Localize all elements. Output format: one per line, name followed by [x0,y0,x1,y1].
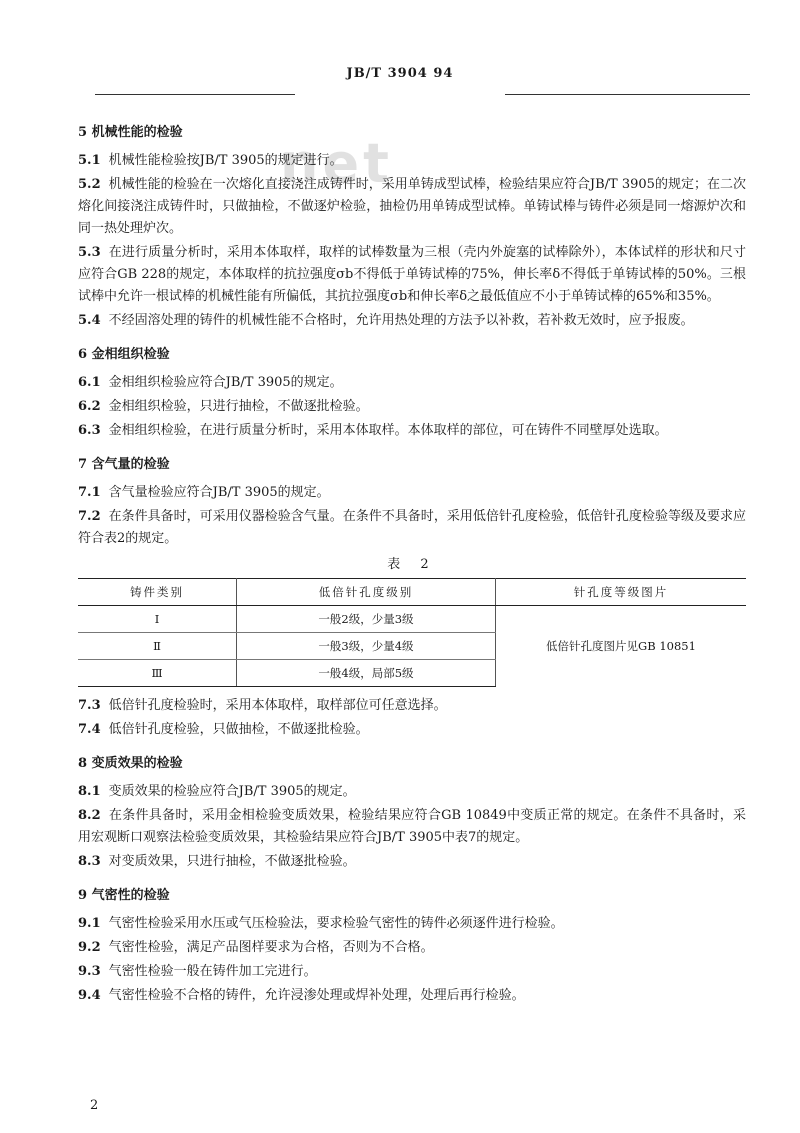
cell-reference: 低倍针孔度图片见GB 10851 [546,639,696,654]
clause-number: 9.3 [78,964,101,979]
clause-number: 6.3 [78,423,101,438]
section-title: 8 变质效果的检验 [78,756,183,771]
clause-number: 7.2 [78,509,101,524]
cell-grade: 一般3级，少量4级 [237,633,496,660]
page-header: JB/T 3904 94 [346,66,454,81]
clause-text: 对变质效果，只进行抽检，不做逐批检验。 [108,854,356,869]
clause [78,396,746,418]
clause [78,805,746,849]
clause-text: 气密性检验，满足产品图样要求为合格，否则为不合格。 [108,940,434,955]
clause-number: 8.3 [78,854,101,869]
clause-text: 含气量检验应符合JB/T 3905的规定。 [108,485,330,500]
section-title: 7 含气量的检验 [78,457,170,472]
clause-number: 5.3 [78,245,101,260]
clause-number: 7.3 [78,698,101,713]
clause-text: 在进行质量分析时，采用本体取样，取样的试棒数量为三根（壳内外旋塞的试棒除外），本体试样的形状和尺寸应符合GB 228的规定，本体取样的抗拉强度σb不得低于单铸试棒的75%，伸长率δ不得低于单铸试棒的50%。三根试棒中允许一根试棒的机械性能有所偏低，其抗拉强度σb和伸长率δ之最低值应不小于单铸试棒的65%和35%。 [78,245,746,304]
clause-number: 5.1 [78,153,101,168]
clause [78,482,746,504]
clause-text: 变质效果的检验应符合JB/T 3905的规定。 [108,784,356,799]
table-header-grade: 低倍针孔度级别 [237,579,496,606]
cell-category: Ⅱ [78,633,237,660]
clause-number: 9.1 [78,916,101,931]
clause [78,851,746,873]
sections-before-table [78,122,746,550]
table-body [78,606,746,687]
clause [78,506,746,550]
clause-number: 8.2 [78,808,101,823]
clause-number: 7.1 [78,485,101,500]
clause-text: 金相组织检验，在进行质量分析时，采用本体取样。本体取样的部位，可在铸件不同壁厚处选取。 [108,423,668,438]
clause [78,781,746,803]
section-title: 6 金相组织检验 [78,347,170,362]
clause-text: 低倍针孔度检验，只做抽检，不做逐批检验。 [108,722,369,737]
table-row [78,606,746,633]
clause-number: 7.4 [78,722,101,737]
clause-text: 金相组织检验应符合JB/T 3905的规定。 [108,375,343,390]
cell-category: Ⅰ [78,606,237,633]
clause-text: 在条件具备时，采用金相检验变质效果，检验结果应符合GB 10849中变质正常的规定。在条件不具备时，采用宏观断口观察法检验变质效果，其检验结果应符合JB/T 3905中表7的规定。 [78,808,746,845]
clause-text: 不经固溶处理的铸件的机械性能不合格时，允许用热处理的方法予以补救，若补救无效时，应予报废。 [108,313,694,328]
clause-text: 机械性能的检验在一次熔化直接浇注成铸件时，采用单铸成型试棒，检验结果应符合JB/T 3905的规定；在二次熔化间接浇注成铸件时，只做抽检，不做逐炉检验，抽检仍用单铸成型试棒。单铸试棒与铸件必须是同一熔源炉次和同一热处理炉次。 [78,177,746,236]
section-title: 5 机械性能的检验 [78,125,183,140]
clause [78,242,746,308]
clause [78,420,746,442]
clause [78,150,746,172]
porosity-grade-table [78,578,746,687]
sections-after-table [78,695,746,1007]
clause-text: 气密性检验采用水压或气压检验法，要求检验气密性的铸件必须逐件进行检验。 [108,916,564,931]
table-header-reference: 针孔度等级图片 [496,579,747,606]
table-caption: 表 2 [387,557,437,572]
clause [78,310,746,332]
clause-text: 在条件具备时，可采用仪器检验含气量。在条件不具备时，采用低倍针孔度检验，低倍针孔度检验等级及要求应符合表2的规定。 [78,509,746,546]
document-body [78,110,746,1009]
clause-number: 6.1 [78,375,101,390]
clause-text: 金相组织检验，只进行抽检，不做逐批检验。 [108,399,369,414]
header-rule-right [505,94,750,95]
cell-category: Ⅲ [78,660,237,687]
clause [78,174,746,240]
cell-grade: 一般2级，少量3级 [237,606,496,633]
clause [78,961,746,983]
header-rule-left [95,94,295,95]
page-number: 2 [90,1098,99,1113]
clause-number: 9.4 [78,988,101,1003]
clause [78,719,746,741]
clause-number: 9.2 [78,940,101,955]
clause-text: 气密性检验不合格的铸件，允许浸渗处理或焊补处理，处理后再行检验。 [108,988,525,1003]
section-title: 9 气密性的检验 [78,888,170,903]
clause-number: 6.2 [78,399,101,414]
clause-text: 低倍针孔度检验时，采用本体取样，取样部位可任意选择。 [108,698,447,713]
clause [78,985,746,1007]
cell-grade: 一般4级，局部5级 [237,660,496,687]
clause [78,695,746,717]
clause-number: 5.2 [78,177,101,192]
clause [78,372,746,394]
clause-number: 8.1 [78,784,101,799]
clause [78,913,746,935]
clause-number: 5.4 [78,313,101,328]
clause-text: 机械性能检验按JB/T 3905的规定进行。 [108,153,343,168]
table-header-category: 铸件类别 [78,579,237,606]
clause-text: 气密性检验一般在铸件加工完进行。 [108,964,317,979]
clause [78,937,746,959]
watermark: net [280,132,393,195]
